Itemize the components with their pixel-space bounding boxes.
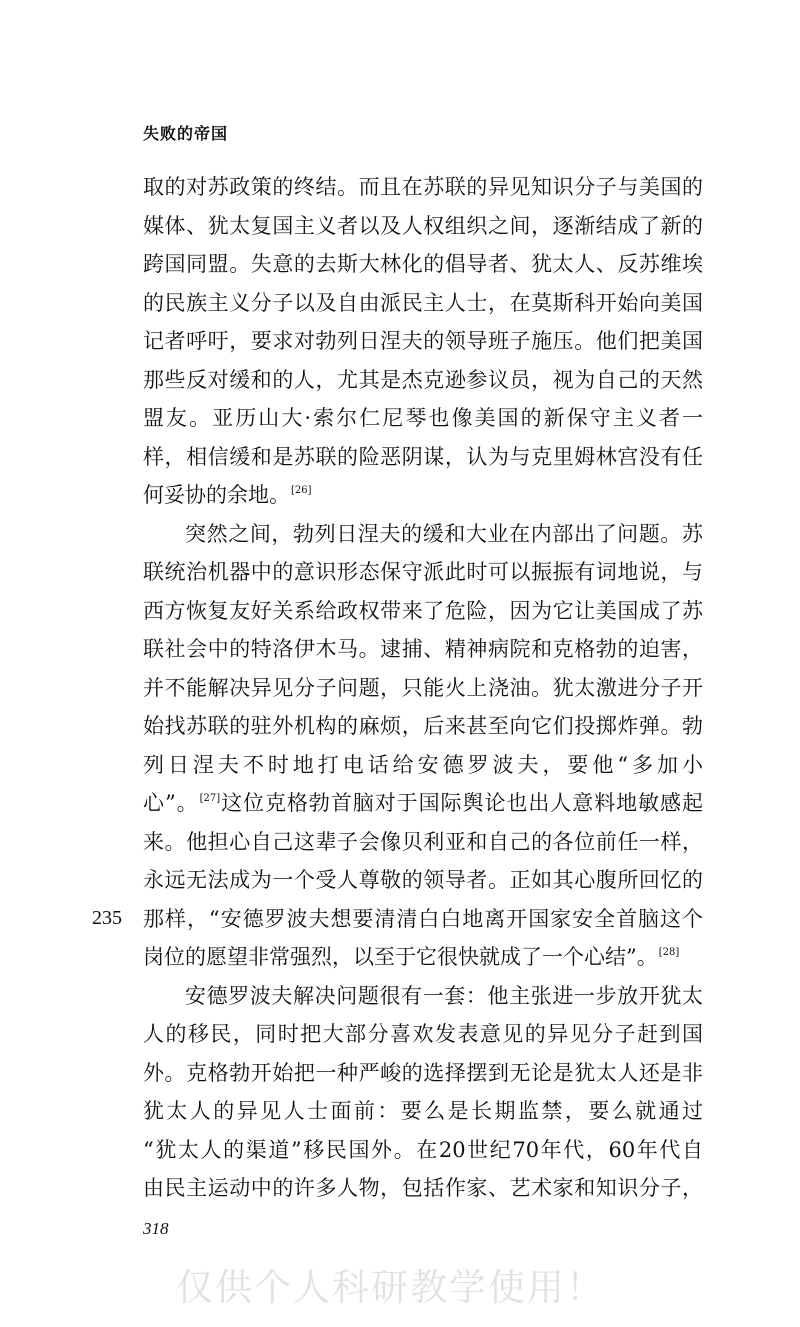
- text-line: 样，相信缓和是苏联的险恶阴谋，认为与克里姆林宫没有任: [143, 444, 703, 469]
- text-line: 并不能解决异见分子问题，只能火上浇油。犹太激进分子开: [143, 675, 703, 700]
- text-line: 的民族主义分子以及自由派民主人士，在莫斯科开始向美国: [143, 290, 703, 315]
- text-line: 列日涅夫不时地打电话给安德罗波夫，要他“多加小: [143, 752, 703, 777]
- text-line: 媒体、犹太复国主义者以及人权组织之间，逐渐结成了新的: [143, 213, 703, 238]
- text-line: 安德罗波夫解决问题很有一套：他主张进一步放开犹太: [185, 983, 703, 1008]
- text-line: 心”。[27]这位克格勃首脑对于国际舆论也出人意料地敏感起: [143, 791, 703, 815]
- text-line: 突然之间，勃列日涅夫的缓和大业在内部出了问题。苏: [185, 521, 703, 546]
- text-line: 何妥协的余地。[26]: [143, 483, 312, 507]
- text-line: 犹太人的异见人士面前：要么是长期监禁，要么就通过: [143, 1099, 703, 1123]
- footnote-ref: [28]: [658, 947, 680, 958]
- text-line: 盟友。亚历山大·索尔仁尼琴也像美国的新保守主义者一: [143, 406, 703, 430]
- text-line: 那样，“安德罗波夫想要清清白白地离开国家安全首脑这个: [143, 906, 703, 931]
- text-line: 联统治机器中的意识形态保守派此时可以振振有词地说，与: [143, 560, 703, 584]
- body-text: [143, 168, 703, 1208]
- text-line: 联社会中的特洛伊木马。逮捕、精神病院和克格勃的迫害，: [143, 637, 703, 661]
- text-line: 永远无法成为一个受人尊敬的领导者。正如其心腹所回忆的: [143, 868, 703, 892]
- page-number: 318: [143, 1219, 169, 1238]
- text-line: 外。克格勃开始把一种严峻的选择摆到无论是犹太人还是非: [143, 1060, 703, 1085]
- text-line: 人的移民，同时把大部分喜欢发表意见的异见分子赶到国: [143, 1022, 703, 1046]
- text-line: 岗位的愿望非常强烈，以至于它很快就成了一个心结”。[28]: [143, 945, 680, 969]
- text-line: “犹太人的渠道”移民国外。在20世纪70年代，60年代自: [143, 1137, 703, 1162]
- running-head: 失败的帝国: [143, 124, 229, 143]
- text-line: 来。他担心自己这辈子会像贝利亚和自己的各位前任一样，: [143, 829, 703, 854]
- text-line: 由民主运动中的许多人物，包括作家、艺术家和知识分子，: [143, 1176, 703, 1200]
- text-line: 取的对苏政策的终结。而且在苏联的异见知识分子与美国的: [143, 175, 703, 199]
- footnote-ref: [26]: [291, 485, 312, 496]
- footnote-ref: [27]: [199, 793, 221, 804]
- text-line: 那些反对缓和的人，尤其是杰克逊参议员，视为自己的天然: [143, 367, 703, 392]
- margin-page-number: 235: [92, 907, 122, 929]
- text-line: 跨国同盟。失意的去斯大林化的倡导者、犹太人、反苏维埃: [143, 252, 703, 276]
- watermark: 仅供个人科研教学使用！: [176, 1266, 605, 1309]
- text-line: 记者呼吁，要求对勃列日涅夫的领导班子施压。他们把美国: [143, 329, 703, 353]
- text-line: 始找苏联的驻外机构的麻烦，后来甚至向它们投掷炸弹。勃: [143, 714, 703, 738]
- text-line: 西方恢复友好关系给政权带来了危险，因为它让美国成了苏: [143, 598, 703, 623]
